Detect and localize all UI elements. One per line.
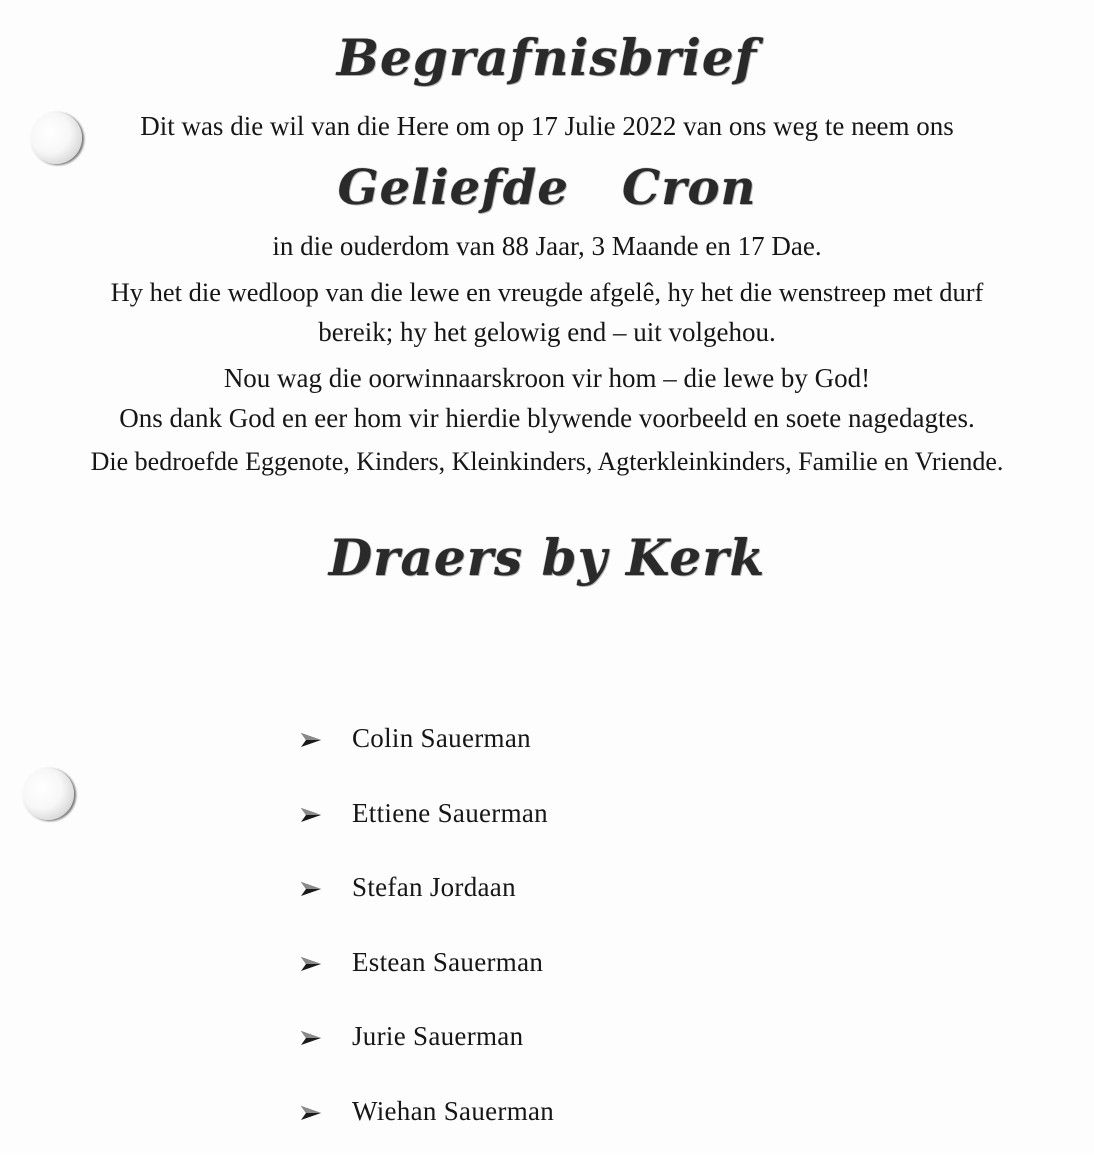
- list-item: [300, 869, 554, 944]
- arrow-bullet-icon: [300, 732, 322, 748]
- bearer-name: Colin Sauerman: [352, 723, 531, 753]
- intro-line: Dit was die wil van die Here om op 17 Julie 2022 van ons weg te neem ons: [140, 111, 954, 141]
- bearer-name: Ettiene Sauerman: [352, 797, 548, 828]
- punch-hole-bottom: [22, 768, 74, 820]
- list-item: [300, 1093, 554, 1168]
- age-line: in die ouderdom van 88 Jaar, 3 Maande en 17 Dae.: [272, 231, 822, 261]
- bearer-name: Wiehan Sauerman: [352, 1095, 555, 1126]
- list-item: [300, 944, 554, 1019]
- mourners-line: Die bedroefde Eggenote, Kinders, Kleinkinders, Agterkleinkinders, Familie en Vriende.: [90, 447, 1004, 476]
- list-item: [300, 795, 554, 870]
- tribute-line-4: Ons dank God en eer hom vir hierdie blywende voorbeeld en soete nagedagtes.: [119, 403, 975, 433]
- bearers-heading: Draers by Kerk: [328, 528, 766, 587]
- tribute-line-3: Nou wag die oorwinnaarskroon vir hom – die lewe by God!: [223, 363, 871, 393]
- arrow-bullet-icon: [300, 1030, 322, 1046]
- deceased-name: Geliefde Cron: [337, 160, 757, 216]
- letter-heading: Begrafnisbrief: [336, 28, 758, 87]
- list-item: [300, 1018, 554, 1093]
- bearers-list: [300, 720, 554, 1168]
- bearer-name: Jurie Sauerman: [352, 1021, 524, 1052]
- tribute-line-1: Hy het die wedloop van die lewe en vreugde afgelê, hy het die wenstreep met durf: [110, 277, 984, 307]
- arrow-bullet-icon: [300, 807, 322, 823]
- arrow-bullet-icon: [300, 1105, 322, 1121]
- bearer-name: Estean Sauerman: [352, 946, 544, 977]
- arrow-bullet-icon: [300, 956, 322, 972]
- bearer-name: Stefan Jordaan: [352, 872, 516, 903]
- list-item: [300, 720, 554, 795]
- arrow-bullet-icon: [300, 881, 322, 897]
- tribute-line-2: bereik; hy het gelowig end – uit volgehou.: [318, 317, 776, 347]
